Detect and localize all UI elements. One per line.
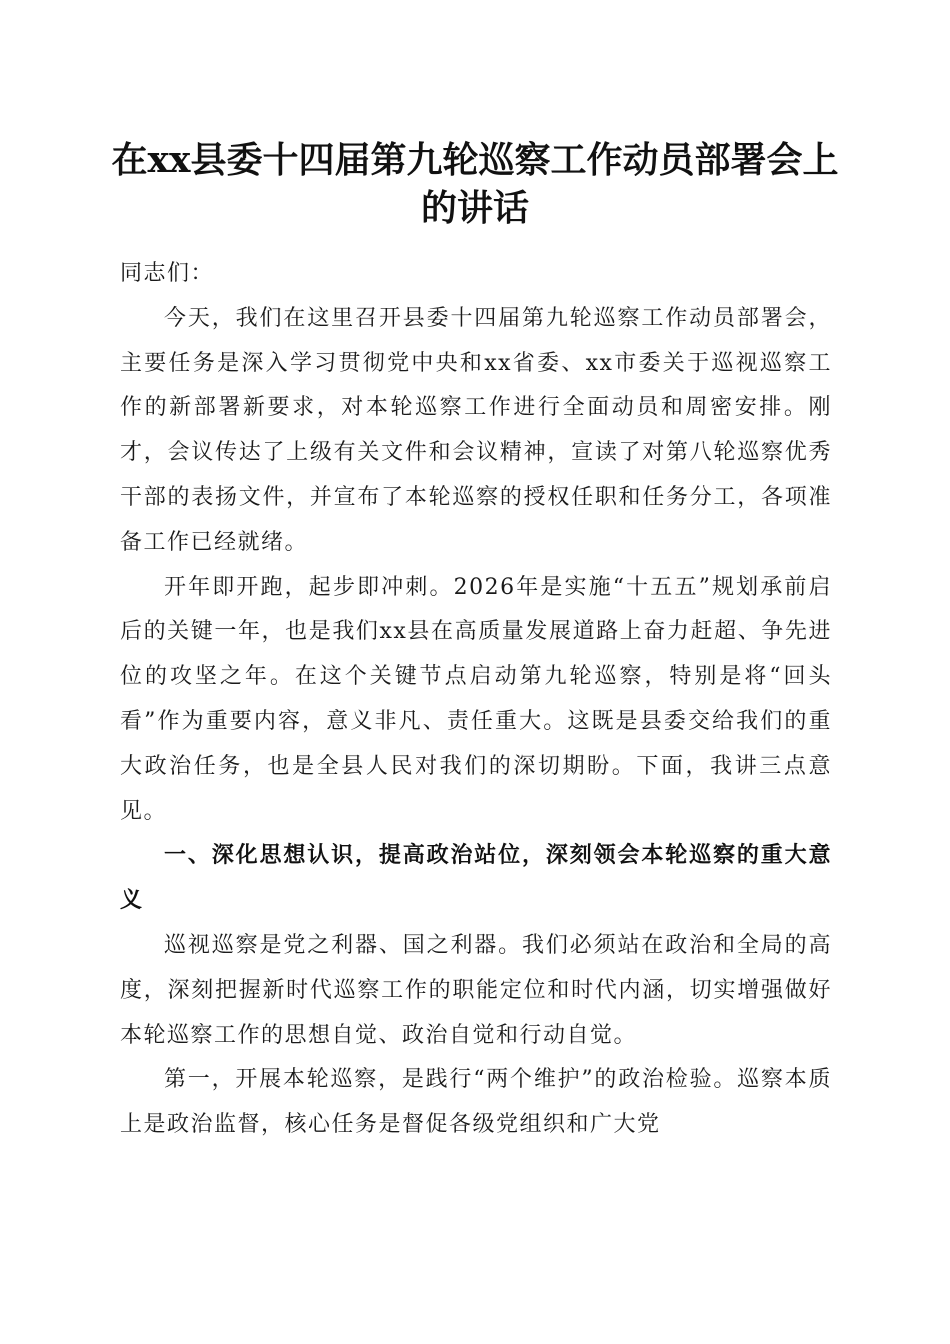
document-body (120, 252, 832, 1148)
body-paragraph-opening: 今天，我们在这里召开县委十四届第九轮巡察工作动员部署会，主要任务是深入学习贯彻党中央和xx省委、xx市委关于巡视巡察工作的新部署新要求，对本轮巡察工作进行全面动员和周密安排。刚才，会议传达了上级有关文件和会议精神，宣读了对第八轮巡察优秀干部的表扬文件，并宣布了本轮巡察的授权任职和任务分工，各项准备工作已经就绪。 (120, 305, 832, 555)
section-heading: 一、深化思想认识，提高政治站位，深刻领会本轮巡察的重大意义 (120, 843, 832, 914)
section-paragraph-intro: 巡视巡察是党之利器、国之利器。我们必须站在政治和全局的高度，深刻把握新时代巡察工作的职能定位和时代内涵，切实增强做好本轮巡察工作的思想自觉、政治自觉和行动自觉。 (120, 932, 832, 1048)
section-paragraph-first-point: 第一，开展本轮巡察，是践行“两个维护”的政治检验。巡察本质上是政治监督，核心任务是督促各级党组织和广大党 (120, 1067, 832, 1138)
body-paragraph-context: 开年即开跑，起步即冲刺。2026年是实施“十五五”规划承前启后的关键一年，也是我们xx县在高质量发展道路上奋力赶超、争先进位的攻坚之年。在这个关键节点启动第九轮巡察，特别是将“回头看”作为重要内容，意义非凡、责任重大。这既是县委交给我们的重大政治任务，也是全县人民对我们的深切期盼。下面，我讲三点意见。 (120, 574, 832, 824)
salutation: 同志们： (120, 261, 215, 286)
document-title: 在xx县委十四届第九轮巡察工作动员部署会上的讲话 (111, 139, 839, 229)
